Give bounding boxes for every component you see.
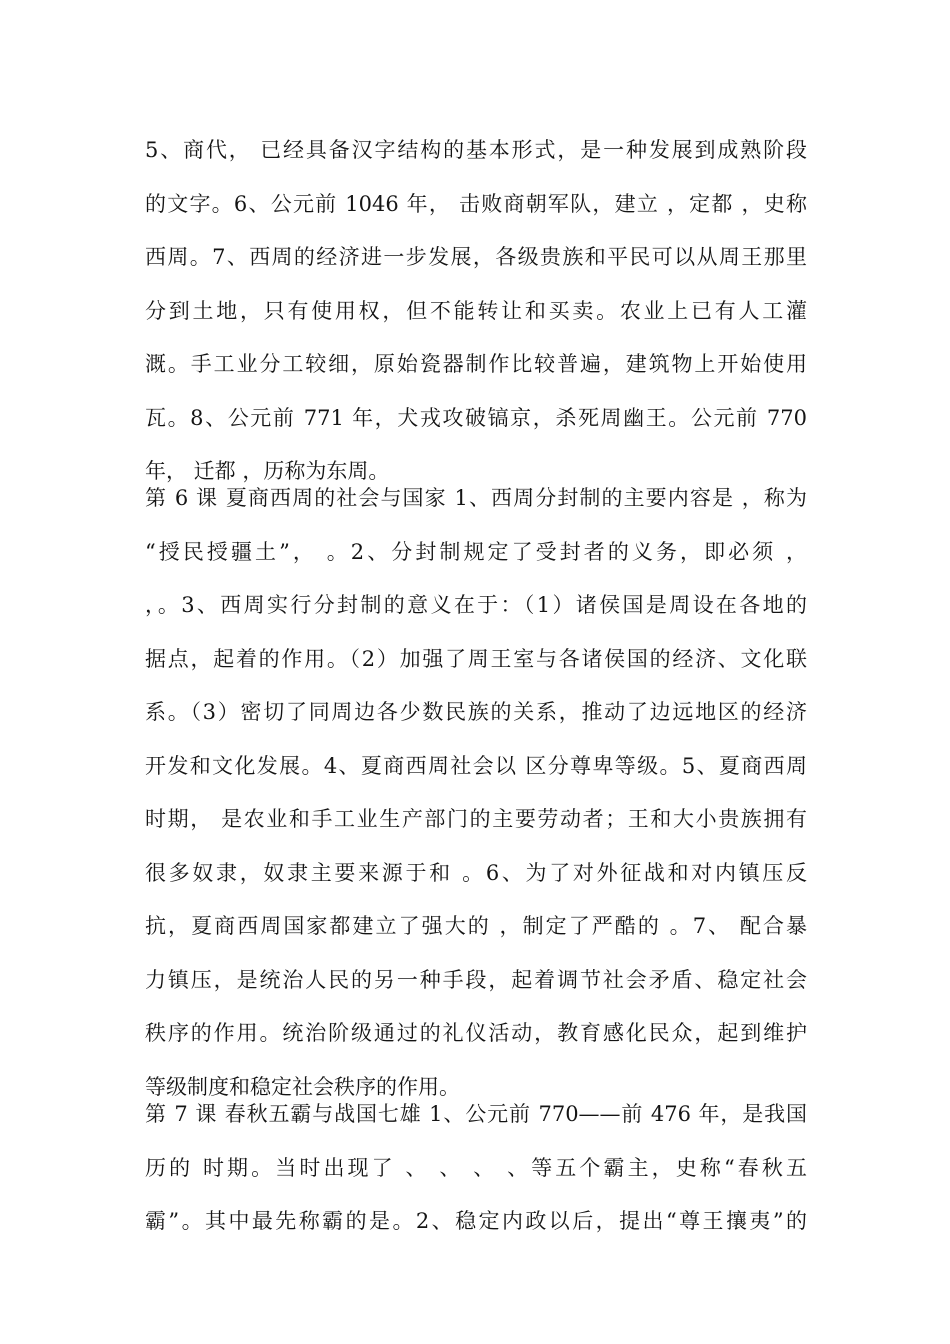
text-line: “授民授疆土”， 。2、分封制规定了受封者的义务，即必须 ， <box>145 539 807 564</box>
text-line: 分到土地，只有使用权，但不能转让和买卖。农业上已有人工灌 <box>145 298 807 323</box>
text-line: 抗，夏商西周国家都建立了强大的 ，制定了严酷的 。7、 配合暴 <box>145 914 807 938</box>
text-line: 等级制度和稳定社会秩序的作用。 <box>145 1074 460 1099</box>
text-line: 力镇压，是统治人民的另一种手段，起着调节社会矛盾、稳定社会 <box>145 967 807 992</box>
text-line: 历的 时期。当时出现了 、 、 、 、等五个霸主，史称“春秋五 <box>145 1155 807 1180</box>
text-line: 西周。7、西周的经济进一步发展，各级贵族和平民可以从周王那里 <box>145 245 807 269</box>
text-line: 瓦。8、公元前 771 年，犬戎攻破镐京，杀死周幽王。公元前 770 <box>145 405 807 430</box>
text-line: 时期， 是农业和手工业生产部门的主要劳动者；王和大小贵族拥有 <box>145 807 807 831</box>
paragraph-lesson-7 <box>145 1088 807 1249</box>
text-line: 霸”。其中最先称霸的是。2、稳定内政以后，提出“尊王攘夷”的 <box>145 1209 807 1233</box>
text-line: 第 7 课 春秋五霸与战国七雄 1、公元前 770——前 476 年，是我国 <box>145 1102 807 1126</box>
paragraph-lesson-6 <box>145 472 807 1114</box>
text-line: ，。3、西周实行分封制的意义在于：（1）诸侯国是周设在各地的 <box>145 593 807 617</box>
text-line: 系。（3）密切了同周边各少数民族的关系，推动了边远地区的经济 <box>145 700 807 724</box>
text-line: 第 6 课 夏商西周的社会与国家 1、西周分封制的主要内容是 ，称为 <box>145 486 807 510</box>
text-line: 秩序的作用。统治阶级通过的礼仪活动，教育感化民众，起到维护 <box>145 1021 807 1045</box>
text-line: 很多奴隶，奴隶主要来源于和 。6、为了对外征战和对内镇压反 <box>145 860 807 885</box>
text-line: 开发和文化发展。4、夏商西周社会以 区分尊卑等级。5、夏商西周 <box>145 753 807 778</box>
text-line: 据点，起着的作用。（2）加强了周王室与各诸侯国的经济、文化联 <box>145 646 807 671</box>
text-line: 溉。手工业分工较细，原始瓷器制作比较普遍，建筑物上开始使用 <box>145 352 807 376</box>
text-line: 年， 迁都 ，历称为东周。 <box>145 459 390 483</box>
text-line: 的文字。6、公元前 1046 年， 击败商朝军队，建立 ，定都 ，史称 <box>145 191 807 216</box>
text-line: 5、商代， 已经具备汉字结构的基本形式，是一种发展到成熟阶段 <box>145 138 807 162</box>
paragraph-lesson-5-continued <box>145 124 807 499</box>
